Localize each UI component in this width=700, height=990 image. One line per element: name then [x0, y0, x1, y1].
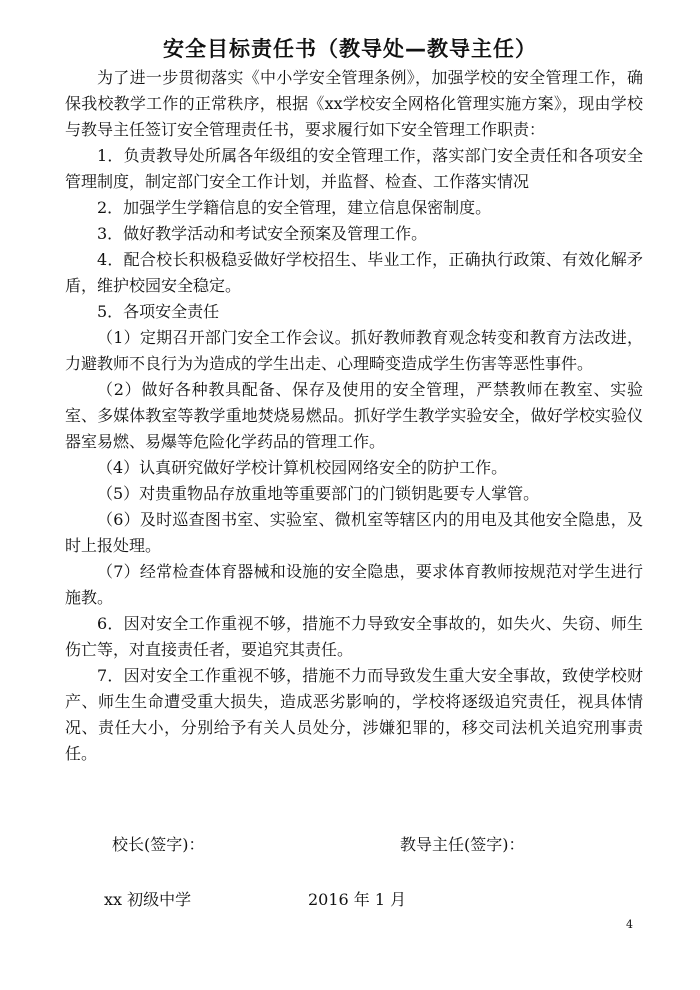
signature-row [0, 832, 700, 858]
paragraph-item-1: 1．负责教导处所属各年级组的安全管理工作，落实部门安全责任和各项安全管理制度，制定部门安全工作计划，并监督、检查、工作落实情况 [65, 146, 643, 191]
director-signature-label: 教导主任(签字)： [400, 835, 525, 854]
document-date: 2016 年 1 月 [308, 890, 407, 909]
school-name: xx 初级中学 [104, 890, 192, 909]
paragraph-subitem-5: （5）对贵重物品存放重地等重要部门的门锁钥匙要专人掌管。 [97, 484, 540, 503]
paragraph-subitem-7: （7）经常检查体育器械和设施的安全隐患，要求体育教师按规范对学生进行施教。 [65, 562, 643, 607]
document-body [65, 65, 643, 767]
paragraph-item-7: 7．因对安全工作重视不够，措施不力而导致发生重大安全事故，致使学校财产、师生生命遭受重大损失，造成恶劣影响的，学校将逐级追究责任，视具体情况、责任大小，分别给予有关人员处分，涉嫌犯罪的，移交司法机关追究刑事责任。 [65, 666, 643, 763]
document-title: 安全目标责任书（教导处—教导主任） [163, 37, 537, 61]
paragraph-item-5: 5．各项安全责任 [97, 302, 220, 321]
paragraph-intro: 为了进一步贯彻落实《中小学安全管理条例》，加强学校的安全管理工作，确保我校教学工作的正常秩序，根据《xx学校安全网格化管理实施方案》，现由学校与教导主任签订安全管理责任书，要求履行如下安全管理工作职责： [65, 68, 643, 139]
paragraph-item-6: 6．因对安全工作重视不够，措施不力导致安全事故的，如失火、失窃、师生伤亡等，对直接责任者，要追究其责任。 [65, 614, 643, 659]
issuer-row [0, 887, 700, 913]
paragraph-subitem-4: （4）认真研究做好学校计算机校园网络安全的防护工作。 [97, 458, 508, 477]
page-number: 4 [626, 918, 633, 931]
principal-signature-label: 校长(签字)： [112, 835, 205, 854]
paragraph-subitem-6: （6）及时巡查图书室、实验室、微机室等辖区内的用电及其他安全隐患，及时上报处理。 [65, 510, 643, 555]
paragraph-item-2: 2．加强学生学籍信息的安全管理，建立信息保密制度。 [97, 198, 492, 217]
paragraph-subitem-1: （1）定期召开部门安全工作会议。抓好教师教育观念转变和教育方法改进，力避教师不良行为为造成的学生出走、心理畸变造成学生伤害等恶性事件。 [65, 328, 643, 373]
paragraph-subitem-2: （2）做好各种教具配备、保存及使用的安全管理，严禁教师在教室、实验室、多媒体教室等教学重地焚烧易燃品。抓好学生教学实验安全，做好学校实验仪器室易燃、易爆等危险化学药品的管理工作。 [65, 380, 643, 451]
paragraph-item-4: 4．配合校长积极稳妥做好学校招生、毕业工作，正确执行政策、有效化解矛盾，维护校园安全稳定。 [65, 250, 643, 295]
paragraph-item-3: 3．做好教学活动和考试安全预案及管理工作。 [97, 224, 428, 243]
